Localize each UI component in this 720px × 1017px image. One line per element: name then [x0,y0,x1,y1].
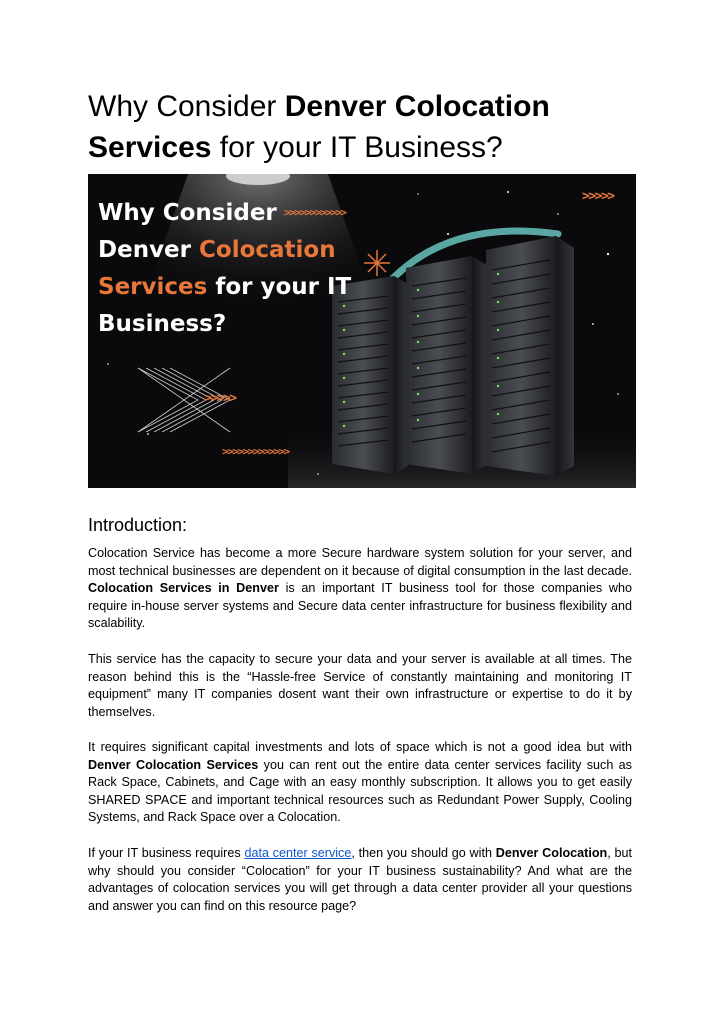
server-rack-icon [486,236,574,476]
server-rack-icon [332,276,408,474]
arrows-mid-decoration: >>>>> [204,391,236,406]
arrows-bottom-decoration: >>>>>>>>>>>>> [222,445,289,458]
intro-heading: Introduction: [88,515,188,535]
intro-paragraph-1: Colocation Service has become a more Secure hardware system solution for your server, and most technical businesses are dependent on it because of digital consumption in the last decade. Colocation Services in Denver is an important IT business tool for those companies who require in-house server systems and Secure data center infrastructure for business flexibility and scalability. [88,546,632,630]
bold-denver-colocation: Denver Colocation [495,846,608,860]
intro-paragraph-4: If your IT business requires data center service, then you should go with Denver Colocation, but why should you consider “Colocation” for your IT business sustainability? And what are the advantages of colocation services you will get through a data center provider all your questions and answer you can find on this resource page? [88,846,633,913]
hero-line-2: Denver Colocation [98,237,336,263]
intro-paragraph-2: This service has the capacity to secure your data and your server is available at all times. The reason behind this is the “Hassle-free Service of constantly maintaining and monitoring IT equipment” many IT companies dosent want their own infrastructure or expertise to do it by themselves. [88,652,632,719]
arrows-right-decoration: >>>>> [582,189,614,204]
hero-line-1: Why Consider [98,200,277,226]
server-rack-icon [406,256,488,474]
title-suffix: for your IT Business? [211,131,503,164]
title-bold: Denver Colocation Services [88,90,550,164]
arrows-top-decoration: >>>>>>>>>>>> [284,206,346,219]
hero-image [88,174,636,488]
sparkle-icon [364,250,390,276]
hero-line-3: Services for your IT [98,274,352,300]
intro-paragraph-3: It requires significant capital investments and lots of space which is not a good idea but with Denver Colocation Services you can rent out the entire data center services facility such as Rack Space, Cabinets, and Cage with an easy monthly subscription. It allows you to get easily SHARED SPACE and important technical resources such as Redundant Power Supply, Cooling Systems, and Rack Space over a Colocation. [88,740,632,824]
page-title [88,86,648,168]
data-center-service-link[interactable]: data center service [244,846,352,860]
bold-colocation-services-in-denver: Colocation Services in Denver [88,581,279,595]
bold-denver-colocation-services: Denver Colocation Services [88,757,259,772]
hero-line-4: Business? [98,311,227,337]
hero-graphic [88,174,636,488]
title-prefix: Why Consider [88,90,285,123]
